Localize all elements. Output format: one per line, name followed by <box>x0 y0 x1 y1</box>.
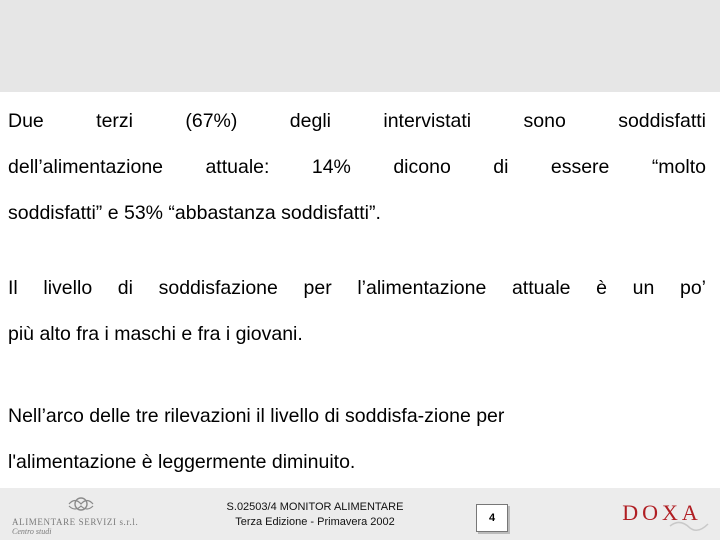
paragraph-line: più alto fra i maschi e fra i giovani. <box>8 323 303 345</box>
paragraph-line: Nell’arco delle tre rilevazioni il livello di soddisfa-zione per <box>8 405 505 427</box>
doxa-logo-text: DOXA <box>622 500 702 525</box>
paragraph-line <box>8 98 706 144</box>
logo-name: ALIMENTARE SERVIZI s.r.l. <box>12 517 139 527</box>
paragraph-satisfaction-summary <box>8 98 706 236</box>
header-band <box>0 0 720 92</box>
word: terzi <box>96 110 133 132</box>
paragraph-line: Il livello di soddisfazione per l’alimentazione attuale è un po’ <box>8 277 706 299</box>
word: soddisfatti <box>618 110 706 132</box>
doxa-logo <box>610 498 714 534</box>
page-number: 4 <box>476 504 508 532</box>
paragraph-line: dell’alimentazione attuale: 14% dicono di essere “molto <box>8 156 706 178</box>
paragraph-gender-age <box>8 265 706 357</box>
study-code: S.02503/4 MONITOR ALIMENTARE <box>226 501 404 513</box>
paragraph-line: soddisfatti” e 53% “abbastanza soddisfatti”. <box>8 202 381 224</box>
word: Due <box>8 110 44 132</box>
word: (67%) <box>185 110 238 132</box>
paragraph-trend <box>8 393 706 485</box>
emblem-icon <box>66 494 96 514</box>
study-reference <box>200 500 430 530</box>
word: sono <box>523 110 566 132</box>
logo-subtitle: Centro studi <box>12 527 52 536</box>
study-edition: Terza Edizione - Primavera 2002 <box>235 516 395 528</box>
word: degli <box>289 110 331 132</box>
word: intervistati <box>383 110 472 132</box>
paragraph-line: l'alimentazione è leggermente diminuito. <box>8 451 356 473</box>
alimentare-servizi-logo <box>6 492 216 538</box>
